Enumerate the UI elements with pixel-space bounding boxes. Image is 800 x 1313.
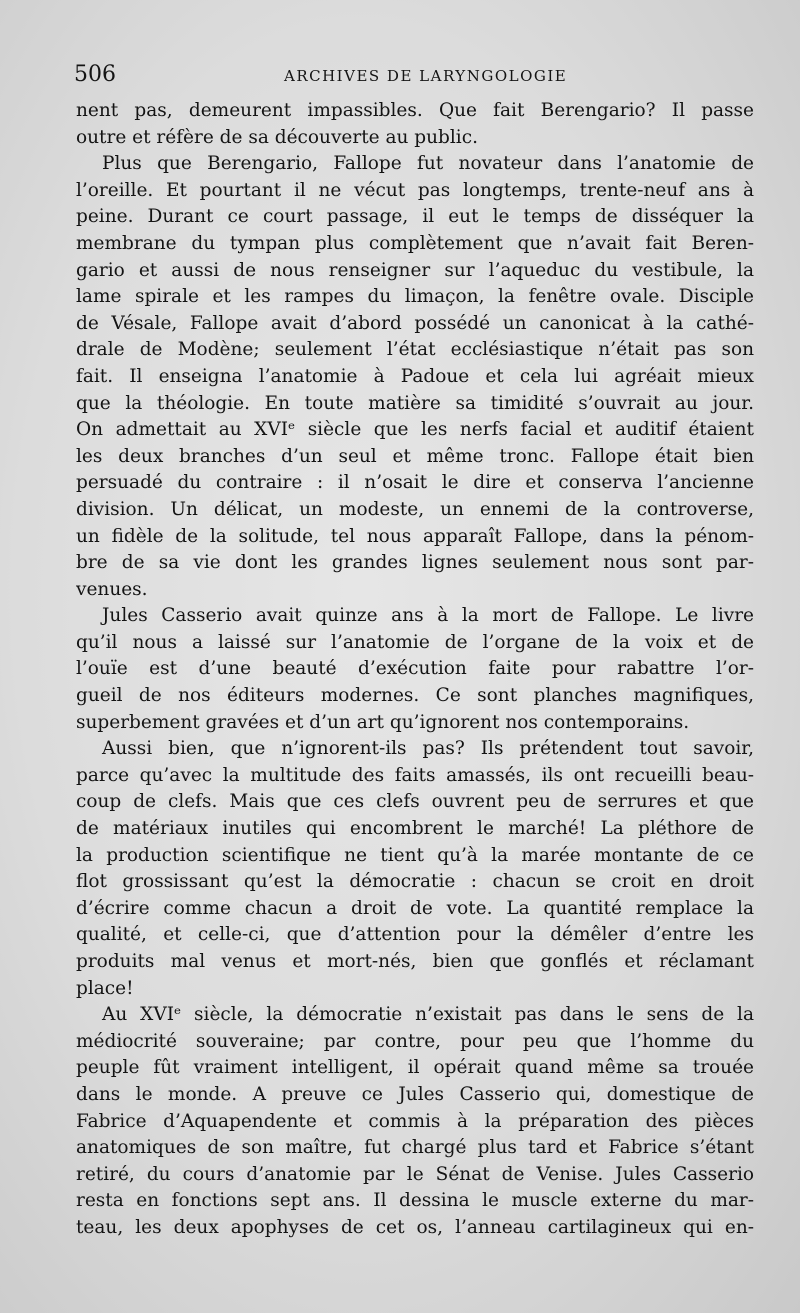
text-line: gueil de nos éditeurs modernes. Ce sont planches magnifiques,: [76, 685, 754, 707]
text-line: Aussi bien, que n’ignorent-ils pas? Ils prétendent tout savoir,: [102, 738, 754, 760]
text-line: Plus que Berengario, Fallope fut novateur dans l’anatomie de: [102, 153, 754, 175]
text-line: Fabrice d’Aquapendente et commis à la préparation des pièces: [76, 1110, 754, 1132]
text-line: produits mal venus et mort-nés, bien que gonflés et réclamant: [76, 951, 754, 972]
text-line: membrane du tympan plus complètement que n’avait fait Beren-: [76, 232, 754, 254]
text-line: l’ouïe est d’une beauté d’exécution faite pour rabattre l’or-: [76, 658, 754, 680]
text-line: Au XVIᵉ siècle, la démocratie n’existait pas dans le sens de la: [102, 1004, 754, 1026]
text-line: drale de Modène; seulement l’état ecclésiastique n’était pas son: [76, 339, 754, 361]
text-line: division. Un délicat, un modeste, un ennemi de la controverse,: [76, 498, 754, 520]
text-line: superbement gravées et d’un art qu’ignorent nos contemporains.: [76, 711, 690, 733]
text-line: venues.: [76, 578, 148, 600]
text-line: qu’il nous a laissé sur l’anatomie de l’organe de la voix et de: [76, 631, 754, 653]
text-line: de matériaux inutiles qui encombrent le marché! La pléthore de: [76, 818, 754, 840]
text-line: On admettait au XVIᵉ siècle que les nerfs facial et auditif étaient: [76, 419, 754, 441]
text-line: parce qu’avec la multitude des faits amassés, ils ont recueilli beau-: [76, 764, 754, 786]
text-line: gario et aussi de nous renseigner sur l’aqueduc du vestibule, la: [76, 259, 754, 281]
text-line: teau, les deux apophyses de cet os, l’anneau cartilagineux qui en-: [76, 1216, 754, 1238]
text-line: l’oreille. Et pourtant il ne vécut pas longtemps, trente-neuf ans à: [76, 179, 754, 201]
text-line: peuple fût vraiment intelligent, il opérait quand même sa trouée: [76, 1057, 754, 1079]
text-line: bre de sa vie dont les grandes lignes seulement nous sont par-: [76, 552, 754, 574]
text-line: flot grossissant qu’est la démocratie : chacun se croit en droit: [76, 871, 754, 893]
text-line: un fidèle de la solitude, tel nous apparaît Fallope, dans la pénom-: [76, 525, 754, 547]
text-line: Jules Casserio avait quinze ans à la mort de Fallope. Le livre: [102, 605, 754, 627]
text-line: resta en fonctions sept ans. Il dessina le muscle externe du mar-: [76, 1190, 754, 1212]
text-line: les deux branches d’un seul et même tronc. Fallope était bien: [76, 445, 754, 467]
text-line: outre et réfère de sa découverte au public.: [76, 126, 478, 148]
body-text: [76, 98, 754, 1242]
page-header: [74, 60, 754, 90]
text-line: retiré, du cours d’anatomie par le Sénat de Venise. Jules Casserio: [76, 1163, 754, 1185]
page-number: 506: [74, 62, 116, 87]
text-line: d’écrire comme chacun a droit de vote. La quantité remplace la: [76, 897, 754, 919]
text-line: que la théologie. En toute matière sa timidité s’ouvrait au jour.: [76, 392, 754, 414]
text-line: lame spirale et les rampes du limaçon, la fenêtre ovale. Disciple: [76, 286, 754, 308]
text-line: de Vésale, Fallope avait d’abord possédé un canonicat à la cathé-: [76, 312, 754, 334]
text-line: place!: [76, 977, 134, 999]
text-line: coup de clefs. Mais que ces clefs ouvrent peu de serrures et que: [76, 791, 754, 813]
text-line: dans le monde. A preuve ce Jules Casserio qui, domestique de: [76, 1083, 754, 1105]
text-line: médiocrité souveraine; par contre, pour peu que l’homme du: [76, 1030, 754, 1052]
text-line: nent pas, demeurent impassibles. Que fait Berengario? Il passe: [76, 100, 754, 121]
text-line: persuadé du contraire : il n’osait le dire et conserva l’ancienne: [76, 472, 754, 494]
text-line: peine. Durant ce court passage, il eut le temps de disséquer la: [76, 206, 754, 228]
text-line: qualité, et celle-ci, que d’attention pour la démêler d’entre les: [76, 924, 754, 946]
text-line: anatomiques de son maître, fut chargé plus tard et Fabrice s’étant: [76, 1137, 754, 1159]
running-head: ARCHIVES DE LARYNGOLOGIE: [284, 67, 568, 85]
text-line: fait. Il enseigna l’anatomie à Padoue et cela lui agréait mieux: [76, 365, 754, 387]
text-line: la production scientifique ne tient qu’à la marée montante de ce: [76, 844, 754, 866]
